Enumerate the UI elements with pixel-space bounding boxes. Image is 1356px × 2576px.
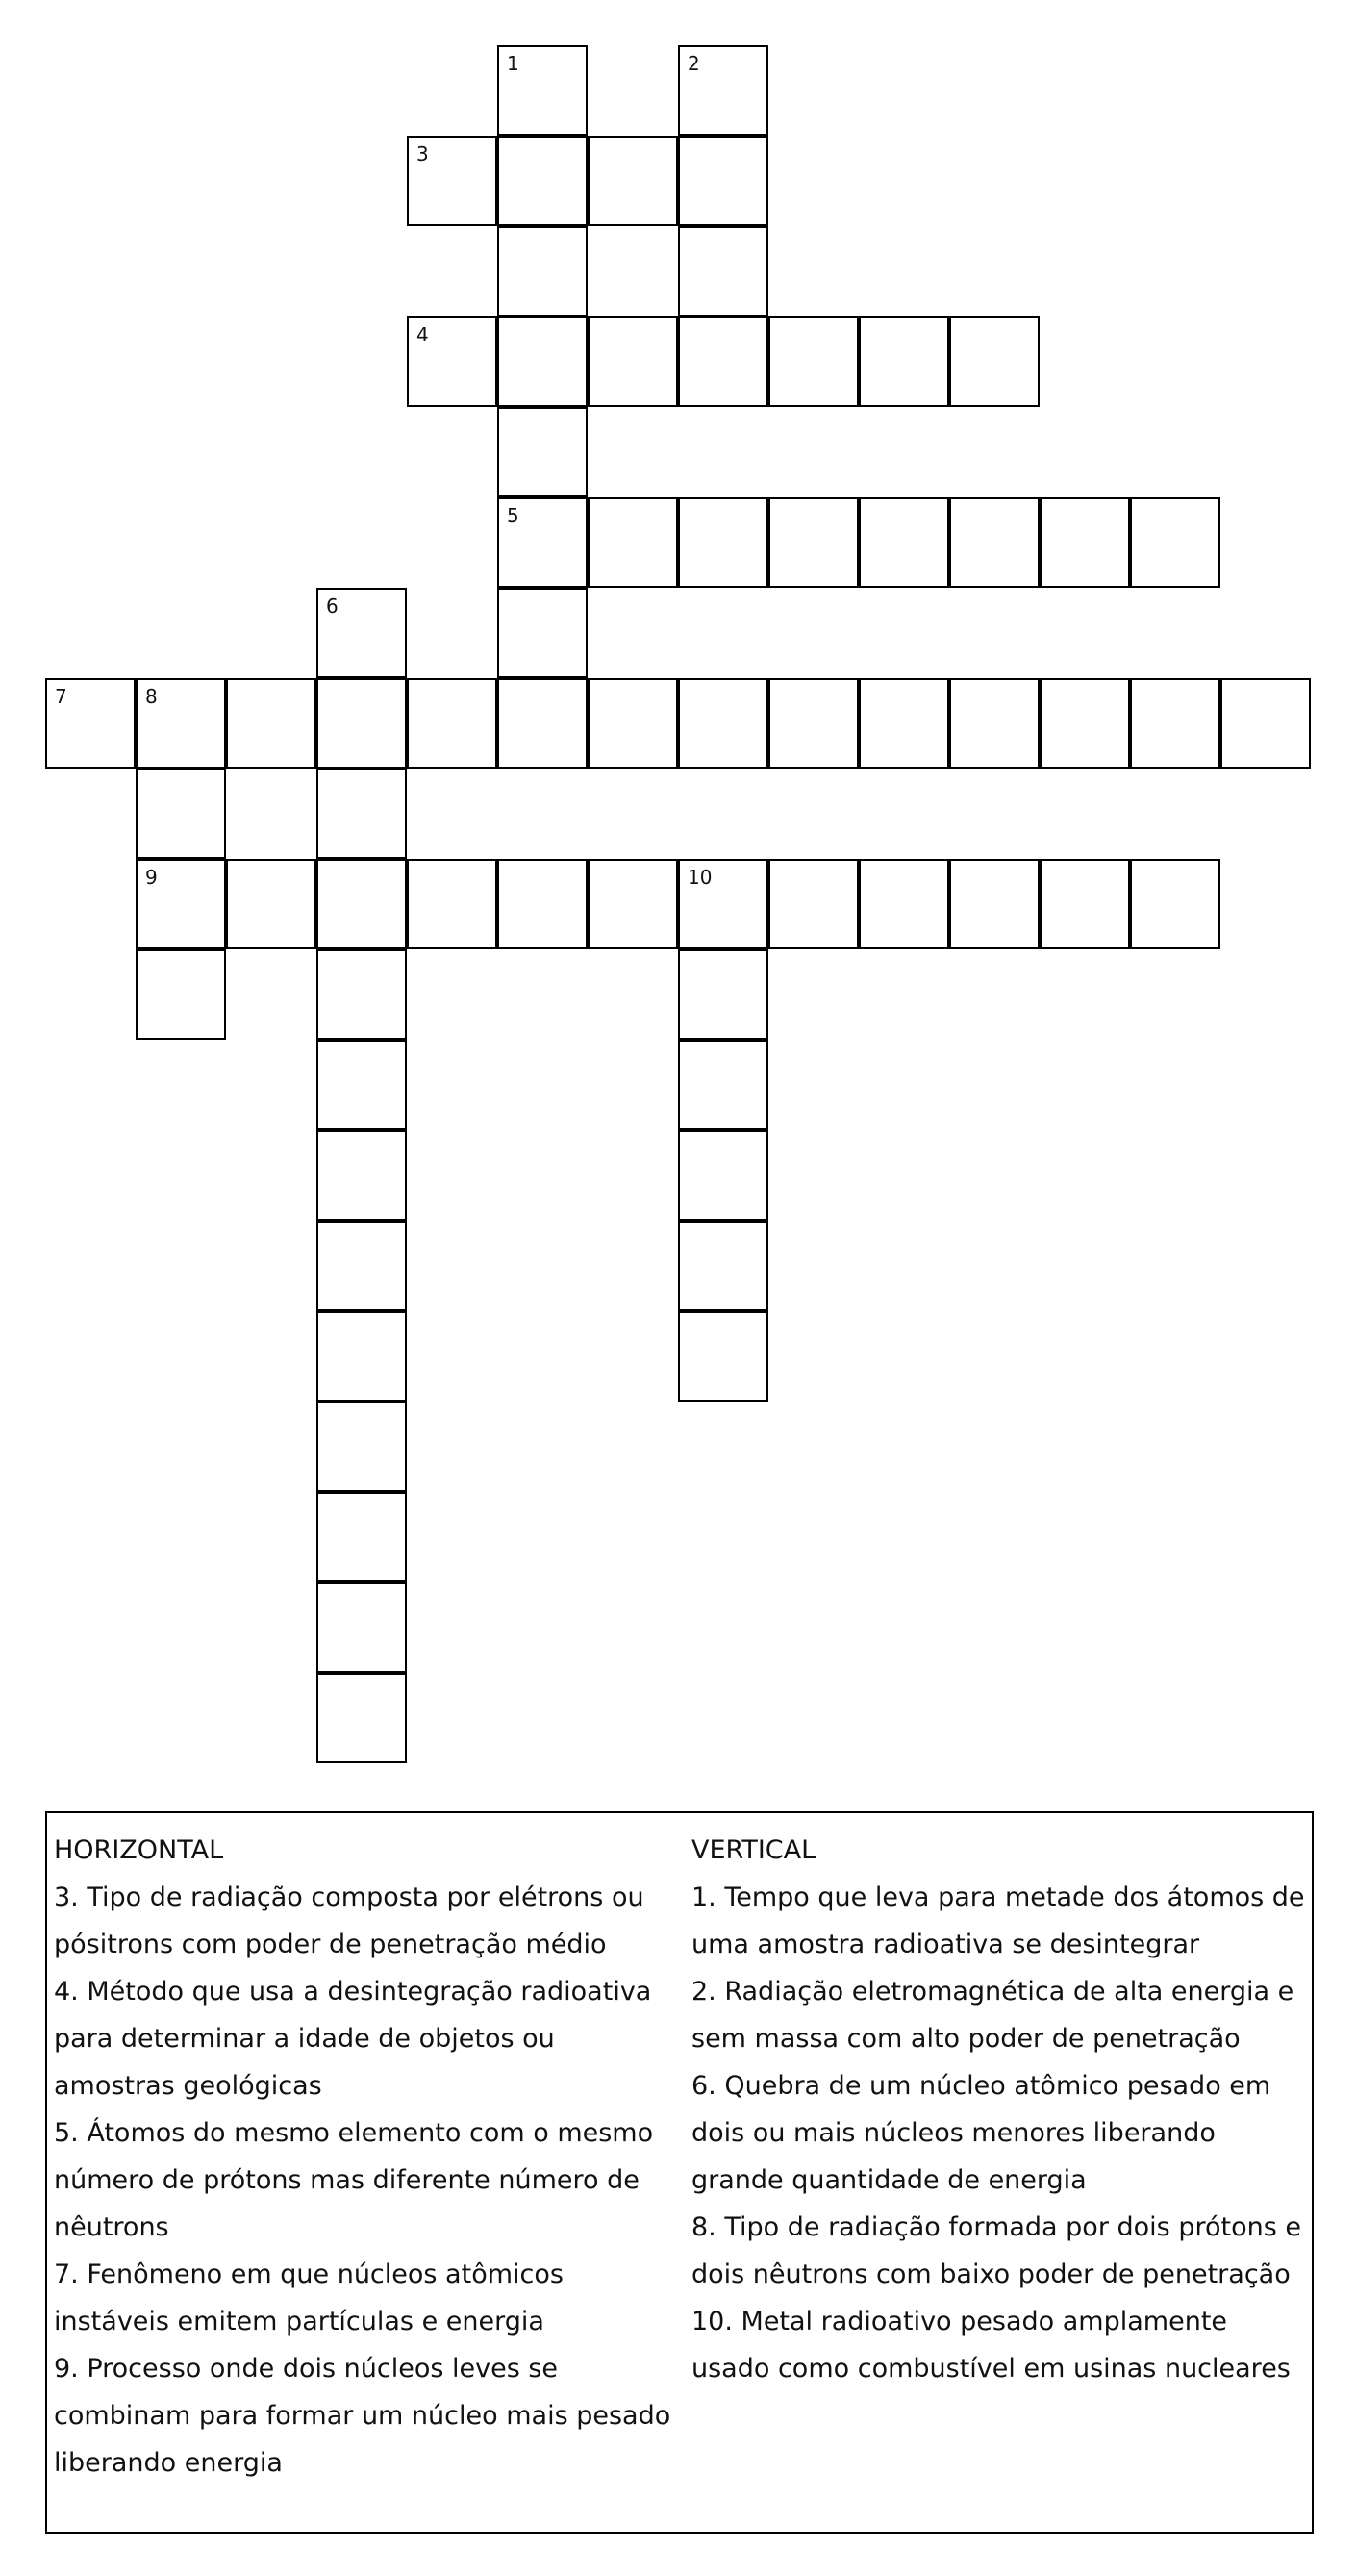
- grid-cell[interactable]: [678, 678, 768, 769]
- grid-cell[interactable]: [316, 859, 407, 949]
- grid-cell[interactable]: [316, 769, 407, 859]
- across-clues: [54, 1827, 677, 2487]
- cell-number: 10: [688, 866, 713, 889]
- cell-number: 5: [507, 504, 519, 527]
- grid-cell[interactable]: [407, 316, 497, 407]
- grid-cell[interactable]: [316, 1402, 407, 1492]
- grid-cell[interactable]: [678, 1311, 768, 1402]
- down-clue-1: 1. Tempo que leva para metade dos átomos de uma amostra radioativa se desintegrar: [691, 1882, 1305, 1959]
- grid-cell[interactable]: [316, 1130, 407, 1221]
- grid-cell[interactable]: [1040, 497, 1130, 588]
- down-heading: VERTICAL: [691, 1835, 816, 1865]
- grid-cell[interactable]: [316, 1582, 407, 1673]
- grid-cell[interactable]: [588, 316, 678, 407]
- grid-cell[interactable]: [768, 859, 859, 949]
- grid-cell[interactable]: [1130, 678, 1220, 769]
- cell-number: 6: [326, 594, 339, 618]
- grid-cell[interactable]: [1130, 497, 1220, 588]
- grid-cell[interactable]: [226, 678, 316, 769]
- cell-number: 7: [55, 685, 67, 708]
- down-clue-2: 2. Radiação eletromagnética de alta energia e sem massa com alto poder de penetração: [691, 1977, 1294, 2054]
- grid-cell[interactable]: [949, 497, 1040, 588]
- grid-cell[interactable]: [316, 1040, 407, 1130]
- grid-cell[interactable]: [316, 588, 407, 678]
- across-clue-9: 9. Processo onde dois núcleos leves se combinam para formar um núcleo mais pesado liberando energia: [54, 2354, 671, 2478]
- grid-cell[interactable]: [949, 678, 1040, 769]
- grid-cell[interactable]: [949, 859, 1040, 949]
- clue-box: [45, 1811, 1314, 2534]
- down-clue-6: 6. Quebra de um núcleo atômico pesado em dois ou mais núcleos menores liberando grande quantidade de energia: [691, 2071, 1271, 2195]
- grid-cell[interactable]: [1130, 859, 1220, 949]
- grid-cell[interactable]: [1040, 859, 1130, 949]
- cell-number: 4: [416, 323, 429, 346]
- grid-cell[interactable]: [497, 678, 588, 769]
- grid-cell[interactable]: [497, 497, 588, 588]
- cell-number: 1: [507, 52, 519, 75]
- down-clue-8: 8. Tipo de radiação formada por dois prótons e dois nêutrons com baixo poder de penetração: [691, 2212, 1301, 2289]
- grid-cell[interactable]: [407, 859, 497, 949]
- grid-cell[interactable]: [136, 949, 226, 1040]
- grid-cell[interactable]: [678, 1040, 768, 1130]
- grid-cell[interactable]: [588, 497, 678, 588]
- grid-cell[interactable]: [316, 678, 407, 769]
- across-clue-5: 5. Átomos do mesmo elemento com o mesmo número de prótons mas diferente número de nêutrons: [54, 2118, 654, 2242]
- cell-number: 9: [145, 866, 158, 889]
- grid-cell[interactable]: [136, 769, 226, 859]
- down-clue-10: 10. Metal radioativo pesado amplamente usado como combustível em usinas nucleares: [691, 2307, 1291, 2384]
- grid-cell[interactable]: [588, 136, 678, 226]
- grid-cell[interactable]: [497, 588, 588, 678]
- grid-cell[interactable]: [407, 678, 497, 769]
- grid-cell[interactable]: [588, 859, 678, 949]
- grid-cell[interactable]: [316, 949, 407, 1040]
- across-heading: HORIZONTAL: [54, 1835, 224, 1865]
- grid-cell[interactable]: [497, 316, 588, 407]
- across-clue-7: 7. Fenômeno em que núcleos atômicos instáveis emitem partículas e energia: [54, 2260, 564, 2336]
- grid-cell[interactable]: [1220, 678, 1311, 769]
- grid-cell[interactable]: [678, 1130, 768, 1221]
- grid-cell[interactable]: [678, 226, 768, 316]
- cell-number: 8: [145, 685, 158, 708]
- grid-cell[interactable]: [859, 497, 949, 588]
- cell-number: 2: [688, 52, 700, 75]
- grid-cell[interactable]: [949, 316, 1040, 407]
- grid-cell[interactable]: [678, 316, 768, 407]
- grid-cell[interactable]: [497, 136, 588, 226]
- grid-cell[interactable]: [678, 136, 768, 226]
- grid-cell[interactable]: [136, 678, 226, 769]
- grid-cell[interactable]: [768, 678, 859, 769]
- grid-cell[interactable]: [497, 407, 588, 497]
- grid-cell[interactable]: [859, 678, 949, 769]
- cell-number: 3: [416, 142, 429, 165]
- grid-cell[interactable]: [678, 497, 768, 588]
- grid-cell[interactable]: [497, 859, 588, 949]
- grid-cell[interactable]: [859, 859, 949, 949]
- grid-cell[interactable]: [136, 859, 226, 949]
- grid-cell[interactable]: [678, 949, 768, 1040]
- grid-cell[interactable]: [497, 45, 588, 136]
- down-clues: [691, 1827, 1307, 2392]
- grid-cell[interactable]: [859, 316, 949, 407]
- grid-cell[interactable]: [407, 136, 497, 226]
- grid-cell[interactable]: [45, 678, 136, 769]
- across-clue-4: 4. Método que usa a desintegração radioativa para determinar a idade de objetos ou amostras geológicas: [54, 1977, 652, 2101]
- grid-cell[interactable]: [678, 859, 768, 949]
- grid-cell[interactable]: [768, 316, 859, 407]
- grid-cell[interactable]: [226, 859, 316, 949]
- grid-cell[interactable]: [316, 1221, 407, 1311]
- grid-cell[interactable]: [316, 1311, 407, 1402]
- grid-cell[interactable]: [768, 497, 859, 588]
- grid-cell[interactable]: [316, 1673, 407, 1763]
- grid-cell[interactable]: [678, 1221, 768, 1311]
- grid-cell[interactable]: [316, 1492, 407, 1582]
- grid-cell[interactable]: [1040, 678, 1130, 769]
- grid-cell[interactable]: [588, 678, 678, 769]
- grid-cell[interactable]: [497, 226, 588, 316]
- grid-cell[interactable]: [678, 45, 768, 136]
- across-clue-3: 3. Tipo de radiação composta por elétrons ou pósitrons com poder de penetração médio: [54, 1882, 644, 1959]
